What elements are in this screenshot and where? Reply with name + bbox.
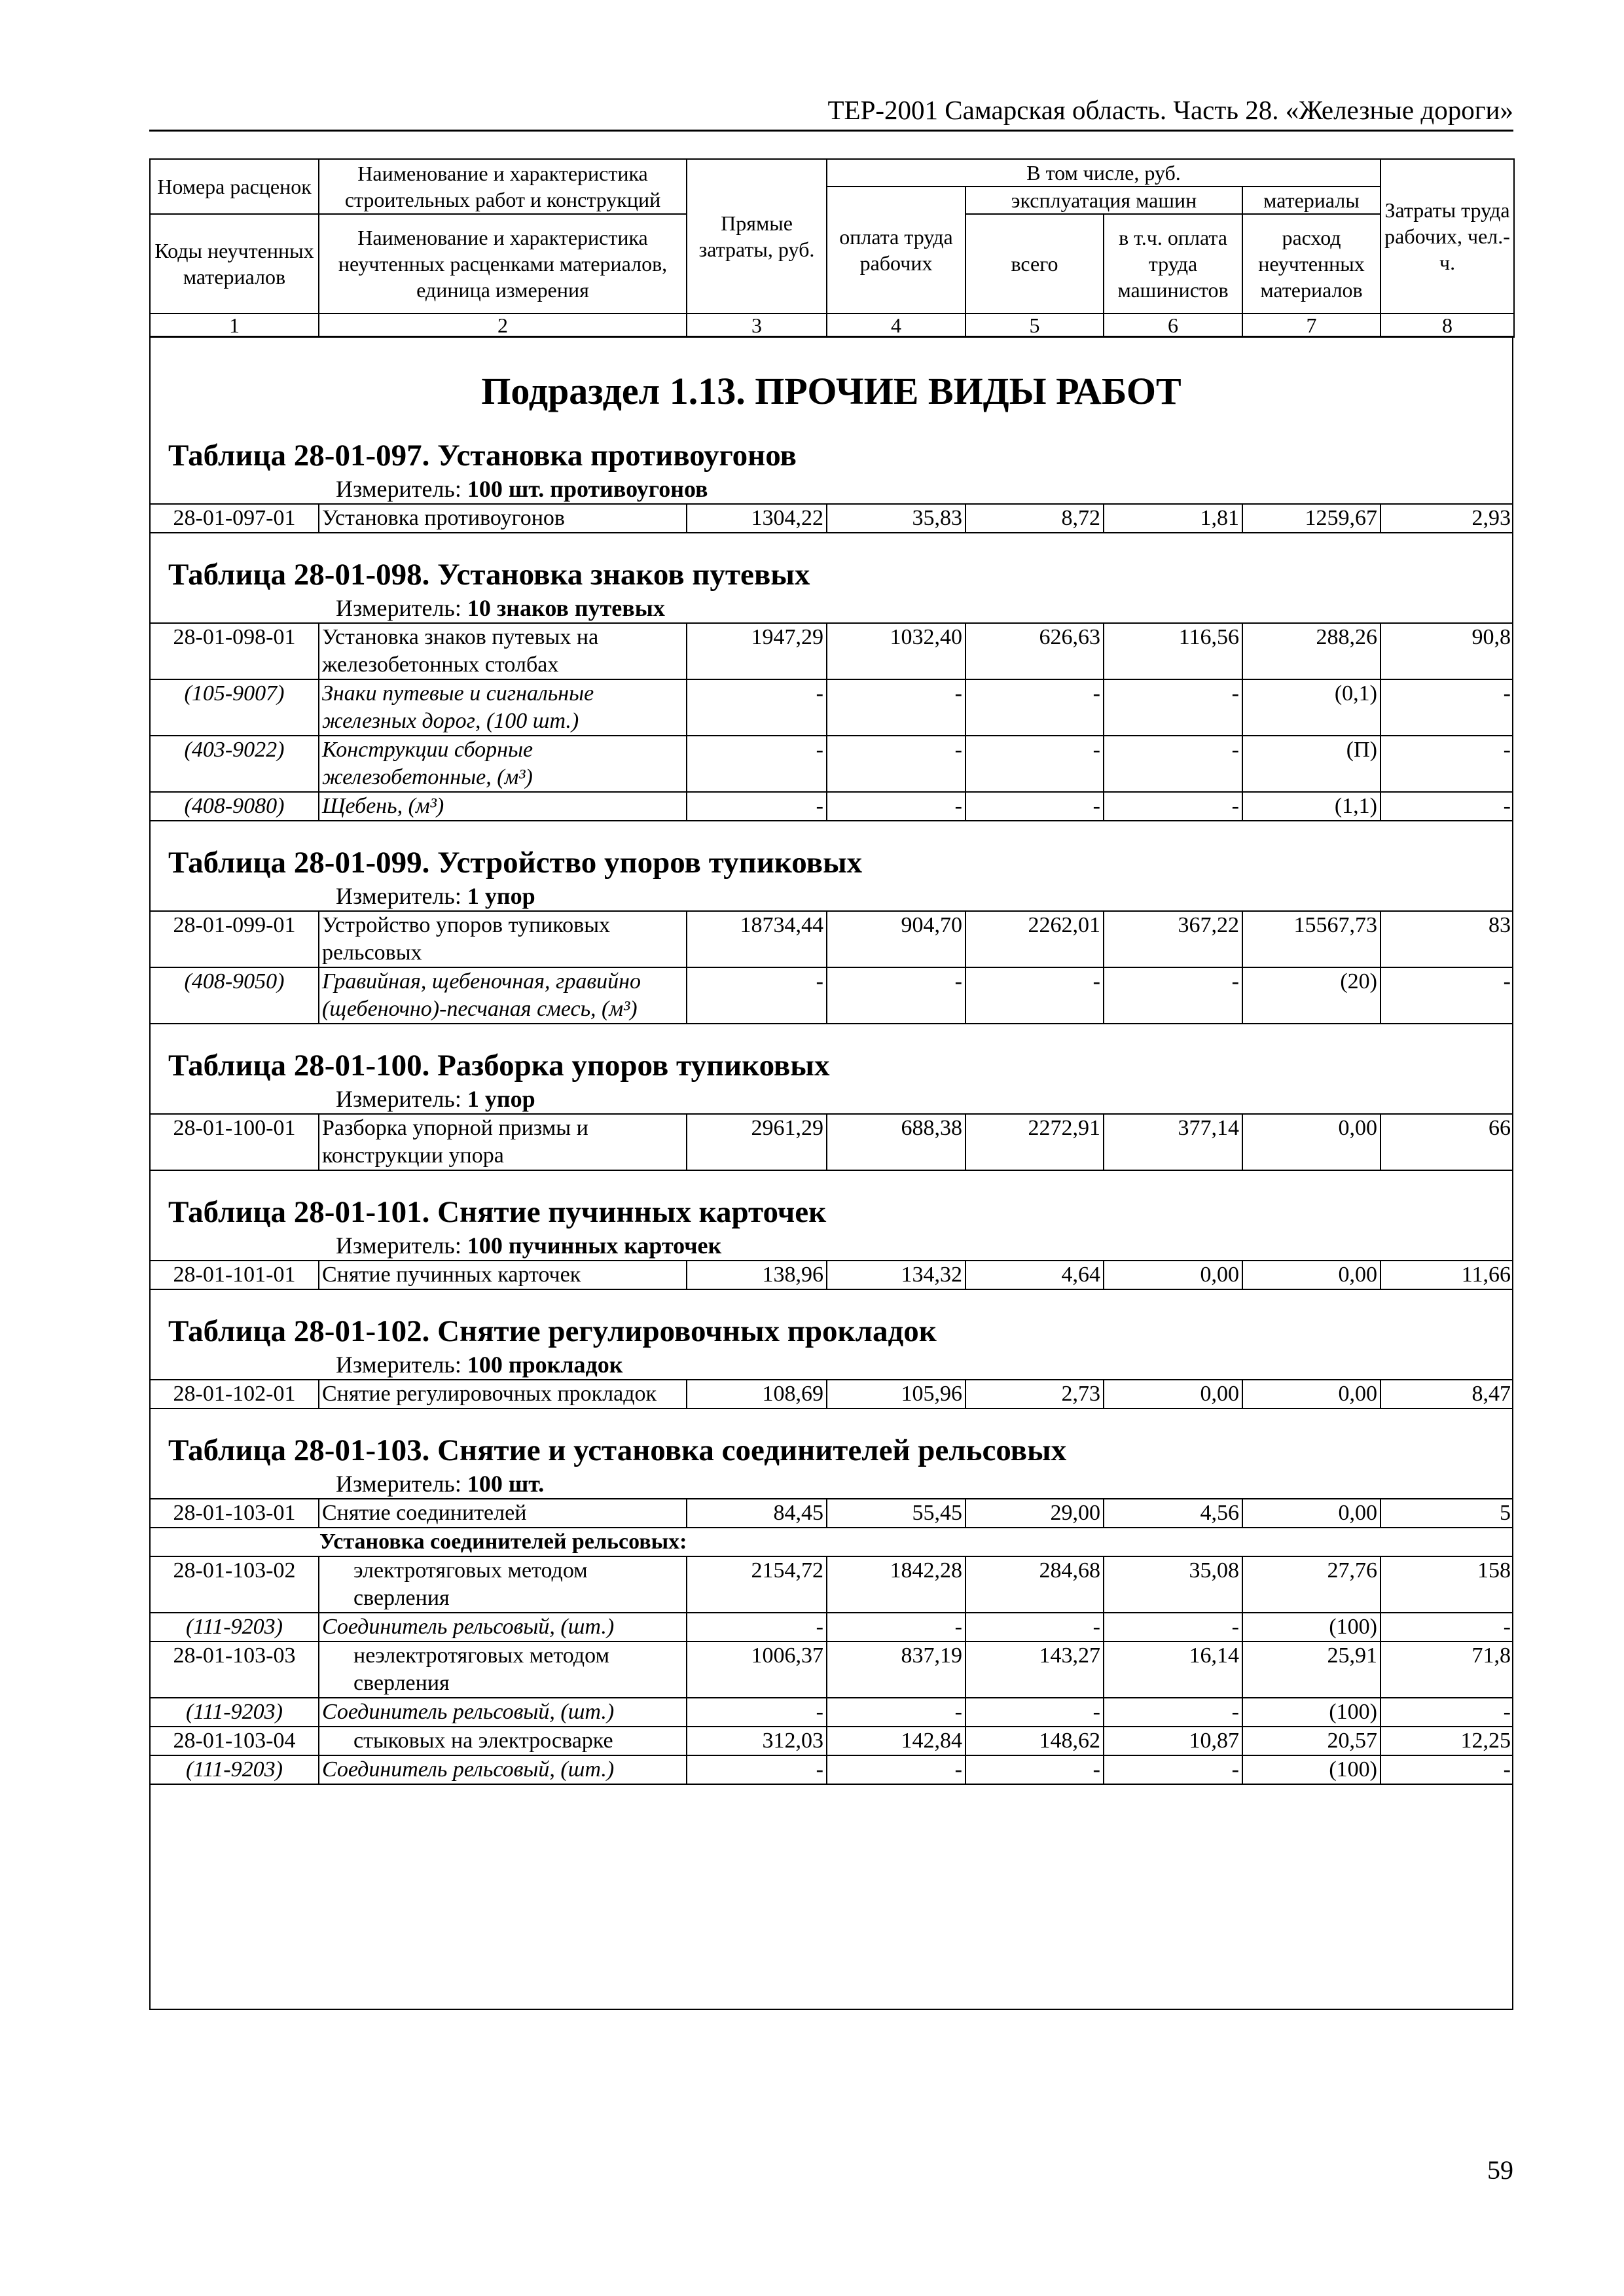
meter-value: 100 пучинных карточек [467,1232,722,1259]
price-table [150,622,1513,821]
direct-costs: - [687,1698,827,1727]
materials: 25,91 [1242,1641,1380,1698]
machines-total: - [965,1613,1104,1641]
direct-costs: 2154,72 [687,1556,827,1613]
meter-label: Измеритель: [336,1471,461,1497]
header-number-4: 4 [827,314,965,337]
direct-costs: - [687,792,827,821]
labor-pay: - [827,679,965,736]
labor-pay: 1842,28 [827,1556,965,1613]
labor-pay: 837,19 [827,1641,965,1698]
meter-label: Измеритель: [336,595,461,621]
table-row [150,1114,1513,1170]
meter-label: Измеритель: [336,1352,461,1378]
labor-pay: 1032,40 [827,623,965,679]
meter-value: 1 упор [467,1086,535,1112]
table-title: Таблица 28-01-097. Установка противоугонов [168,439,797,473]
table-row [150,1727,1513,1755]
header-col6: в т.ч. оплата труда машинистов [1104,214,1242,314]
direct-costs: - [687,679,827,736]
labor-pay: 55,45 [827,1499,965,1528]
rate-code: 28-01-103-01 [150,1499,319,1528]
machines-total: 2,73 [965,1380,1104,1408]
meter-label: Измеритель: [336,476,461,502]
group-label: Установка соединителей рельсовых: [150,1528,1513,1556]
table-row [150,1556,1513,1613]
table-meter [151,475,1512,503]
meter-value: 10 знаков путевых [467,595,665,621]
table-row [150,1499,1513,1528]
rate-code: 28-01-103-02 [150,1556,319,1613]
table-row [150,1528,1513,1556]
header-machines: эксплуатация машин [965,187,1242,214]
table-title: Таблица 28-01-103. Снятие и установка соединителей рельсовых [168,1433,1067,1467]
header-col2-bottom: Наименование и характеристика неучтенных расценками материалов, единица измерения [319,214,687,314]
price-table [150,1113,1513,1171]
materials: (100) [1242,1613,1380,1641]
rate-code: (111-9203) [150,1698,319,1727]
table-title: Таблица 28-01-102. Снятие регулировочных прокладок [168,1314,937,1348]
rate-code: (408-9080) [150,792,319,821]
labor-hours: 83 [1380,911,1513,967]
table-row [150,736,1513,792]
table-row [150,1261,1513,1289]
header-incl: В том числе, руб. [827,159,1380,187]
direct-costs: 108,69 [687,1380,827,1408]
labor-hours: - [1380,1698,1513,1727]
materials: (0,1) [1242,679,1380,736]
body-frame [149,336,1513,2010]
labor-hours: 5 [1380,1499,1513,1528]
meter-value: 1 упор [467,883,535,909]
materials: 20,57 [1242,1727,1380,1755]
table-row [150,967,1513,1024]
labor-pay: - [827,1613,965,1641]
labor-hours: - [1380,1613,1513,1641]
header-col3: Прямые затраты, руб. [687,159,827,314]
machines-total: 4,64 [965,1261,1104,1289]
labor-pay: 105,96 [827,1380,965,1408]
labor-pay: - [827,792,965,821]
rate-name: Соединитель рельсовый, (шт.) [319,1613,687,1641]
table-row [150,1613,1513,1641]
table-title: Таблица 28-01-100. Разборка упоров тупиковых [168,1049,830,1083]
machines-total: - [965,1698,1104,1727]
section-title: Подраздел 1.13. ПРОЧИЕ ВИДЫ РАБОТ [481,370,1182,412]
direct-costs: - [687,736,827,792]
direct-costs: 138,96 [687,1261,827,1289]
labor-hours: 71,8 [1380,1641,1513,1698]
header-col2-top: Наименование и характеристика строительных работ и конструкций [319,159,687,214]
labor-hours: 66 [1380,1114,1513,1170]
materials: 15567,73 [1242,911,1380,967]
price-table [150,1379,1513,1409]
machines-total: 2262,01 [965,911,1104,967]
labor-hours: - [1380,792,1513,821]
price-table [150,1260,1513,1290]
machinist-pay: - [1104,1698,1242,1727]
header-number-8: 8 [1380,314,1514,337]
materials: (100) [1242,1755,1380,1784]
table-title: Таблица 28-01-099. Устройство упоров тупиковых [168,846,863,880]
machinist-pay: - [1104,967,1242,1024]
machinist-pay: 0,00 [1104,1380,1242,1408]
table-row [150,792,1513,821]
header-materials: материалы [1242,187,1380,214]
materials: 0,00 [1242,1499,1380,1528]
price-table [150,503,1513,533]
meter-label: Измеритель: [336,1086,461,1112]
meter-value: 100 шт. противоугонов [467,476,708,502]
table-row [150,679,1513,736]
table-meter [151,1350,1512,1379]
header-col7: расход неучтенных материалов [1242,214,1380,314]
machines-total: - [965,1755,1104,1784]
labor-pay: - [827,736,965,792]
rate-name: Снятие регулировочных прокладок [319,1380,687,1408]
machinist-pay: - [1104,1613,1242,1641]
machines-total: 143,27 [965,1641,1104,1698]
rate-code: 28-01-099-01 [150,911,319,967]
labor-pay: 904,70 [827,911,965,967]
rate-code: 28-01-097-01 [150,504,319,533]
table-title: Таблица 28-01-101. Снятие пучинных карточек [168,1195,827,1229]
machines-total: 29,00 [965,1499,1104,1528]
table-row [150,911,1513,967]
labor-hours: - [1380,1755,1513,1784]
rate-name: Снятие пучинных карточек [319,1261,687,1289]
materials: 0,00 [1242,1261,1380,1289]
header-col1-top: Номера расценок [150,159,319,214]
labor-hours: 2,93 [1380,504,1513,533]
column-header-table [149,158,1515,338]
rate-name: Знаки путевые и сигнальные железных дорог, (100 шт.) [319,679,687,736]
materials: (100) [1242,1698,1380,1727]
rate-code: 28-01-103-04 [150,1727,319,1755]
header-number-3: 3 [687,314,827,337]
labor-pay: 688,38 [827,1114,965,1170]
machinist-pay: - [1104,679,1242,736]
page-number: 59 [1487,2155,1513,2185]
table-row [150,1698,1513,1727]
rate-code: (408-9050) [150,967,319,1024]
table-meter [151,1085,1512,1113]
labor-hours: - [1380,679,1513,736]
machinist-pay: - [1104,1755,1242,1784]
labor-pay: - [827,1755,965,1784]
materials: (П) [1242,736,1380,792]
rate-code: (403-9022) [150,736,319,792]
machines-total: - [965,736,1104,792]
table-row [150,1755,1513,1784]
machinist-pay: 4,56 [1104,1499,1242,1528]
machinist-pay: 16,14 [1104,1641,1242,1698]
running-header: ТЕР-2001 Самарская область. Часть 28. «Железные дороги» [827,95,1513,125]
table-title: Таблица 28-01-098. Установка знаков путевых [168,558,810,592]
labor-pay: - [827,967,965,1024]
header-col5: всего [965,214,1104,314]
rate-name: Гравийная, щебеночная, гравийно (щебеночно)-песчаная смесь, (м³) [319,967,687,1024]
machinist-pay: 116,56 [1104,623,1242,679]
header-col8: Затраты труда рабочих, чел.-ч. [1380,159,1514,314]
table-row [150,1641,1513,1698]
rate-name: Конструкции сборные железобетонные, (м³) [319,736,687,792]
header-number-5: 5 [965,314,1104,337]
rate-name: Устройство упоров тупиковых рельсовых [319,911,687,967]
machines-total: 284,68 [965,1556,1104,1613]
materials: 1259,67 [1242,504,1380,533]
direct-costs: 1006,37 [687,1641,827,1698]
rate-code: (105-9007) [150,679,319,736]
table-row [150,1380,1513,1408]
materials: 288,26 [1242,623,1380,679]
machines-total: 626,63 [965,623,1104,679]
rate-code: 28-01-100-01 [150,1114,319,1170]
meter-label: Измеритель: [336,883,461,909]
rate-name: Разборка упорной призмы и конструкции упора [319,1114,687,1170]
labor-pay: - [827,1698,965,1727]
machinist-pay: 1,81 [1104,504,1242,533]
direct-costs: 1304,22 [687,504,827,533]
rate-name: электротяговых методом сверления [319,1556,687,1613]
machinist-pay: 377,14 [1104,1114,1242,1170]
rate-name: Щебень, (м³) [319,792,687,821]
header-number-1: 1 [150,314,319,337]
direct-costs: - [687,1755,827,1784]
direct-costs: - [687,967,827,1024]
machinist-pay: - [1104,792,1242,821]
header-rule [149,130,1513,132]
rate-name: Соединитель рельсовый, (шт.) [319,1755,687,1784]
direct-costs: 1947,29 [687,623,827,679]
header-col4: оплата труда рабочих [827,187,965,314]
content-frame [150,336,1513,2009]
rate-code: 28-01-102-01 [150,1380,319,1408]
labor-hours: 8,47 [1380,1380,1513,1408]
table-meter [151,1469,1512,1498]
materials: 27,76 [1242,1556,1380,1613]
rate-name: Установка знаков путевых на железобетонных столбах [319,623,687,679]
machinist-pay: 35,08 [1104,1556,1242,1613]
direct-costs: 84,45 [687,1499,827,1528]
header-col1-bottom: Коды неучтенных материалов [150,214,319,314]
rate-name: неэлектротяговых методом сверления [319,1641,687,1698]
rate-name: Соединитель рельсовый, (шт.) [319,1698,687,1727]
labor-hours: - [1380,736,1513,792]
machines-total: - [965,967,1104,1024]
materials: (20) [1242,967,1380,1024]
price-table [150,1498,1513,1785]
labor-pay: 35,83 [827,504,965,533]
table-meter [151,594,1512,622]
labor-pay: 142,84 [827,1727,965,1755]
machinist-pay: 0,00 [1104,1261,1242,1289]
rate-code: 28-01-098-01 [150,623,319,679]
machines-total: 148,62 [965,1727,1104,1755]
machines-total: - [965,679,1104,736]
rate-name: Снятие соединителей [319,1499,687,1528]
rate-code: (111-9203) [150,1755,319,1784]
machines-total: 8,72 [965,504,1104,533]
table-row [150,623,1513,679]
machinist-pay: 10,87 [1104,1727,1242,1755]
direct-costs: 2961,29 [687,1114,827,1170]
labor-pay: 134,32 [827,1261,965,1289]
meter-value: 100 шт. [467,1471,545,1497]
direct-costs: 312,03 [687,1727,827,1755]
rate-code: (111-9203) [150,1613,319,1641]
meter-label: Измеритель: [336,1232,461,1259]
meter-value: 100 прокладок [467,1352,623,1378]
materials: 0,00 [1242,1380,1380,1408]
machinist-pay: - [1104,736,1242,792]
table-meter [151,1231,1512,1260]
rate-name: Установка противоугонов [319,504,687,533]
labor-hours: - [1380,967,1513,1024]
tables-container [151,437,1512,1785]
price-table [150,910,1513,1024]
labor-hours: 158 [1380,1556,1513,1613]
direct-costs: 18734,44 [687,911,827,967]
rate-name: стыковых на электросварке [319,1727,687,1755]
machines-total: 2272,91 [965,1114,1104,1170]
rate-code: 28-01-103-03 [150,1641,319,1698]
table-meter [151,882,1512,910]
materials: (1,1) [1242,792,1380,821]
header-number-6: 6 [1104,314,1242,337]
labor-hours: 12,25 [1380,1727,1513,1755]
machines-total: - [965,792,1104,821]
machinist-pay: 367,22 [1104,911,1242,967]
labor-hours: 11,66 [1380,1261,1513,1289]
labor-hours: 90,8 [1380,623,1513,679]
header-number-7: 7 [1242,314,1380,337]
rate-code: 28-01-101-01 [150,1261,319,1289]
direct-costs: - [687,1613,827,1641]
materials: 0,00 [1242,1114,1380,1170]
header-number-2: 2 [319,314,687,337]
table-row [150,504,1513,533]
